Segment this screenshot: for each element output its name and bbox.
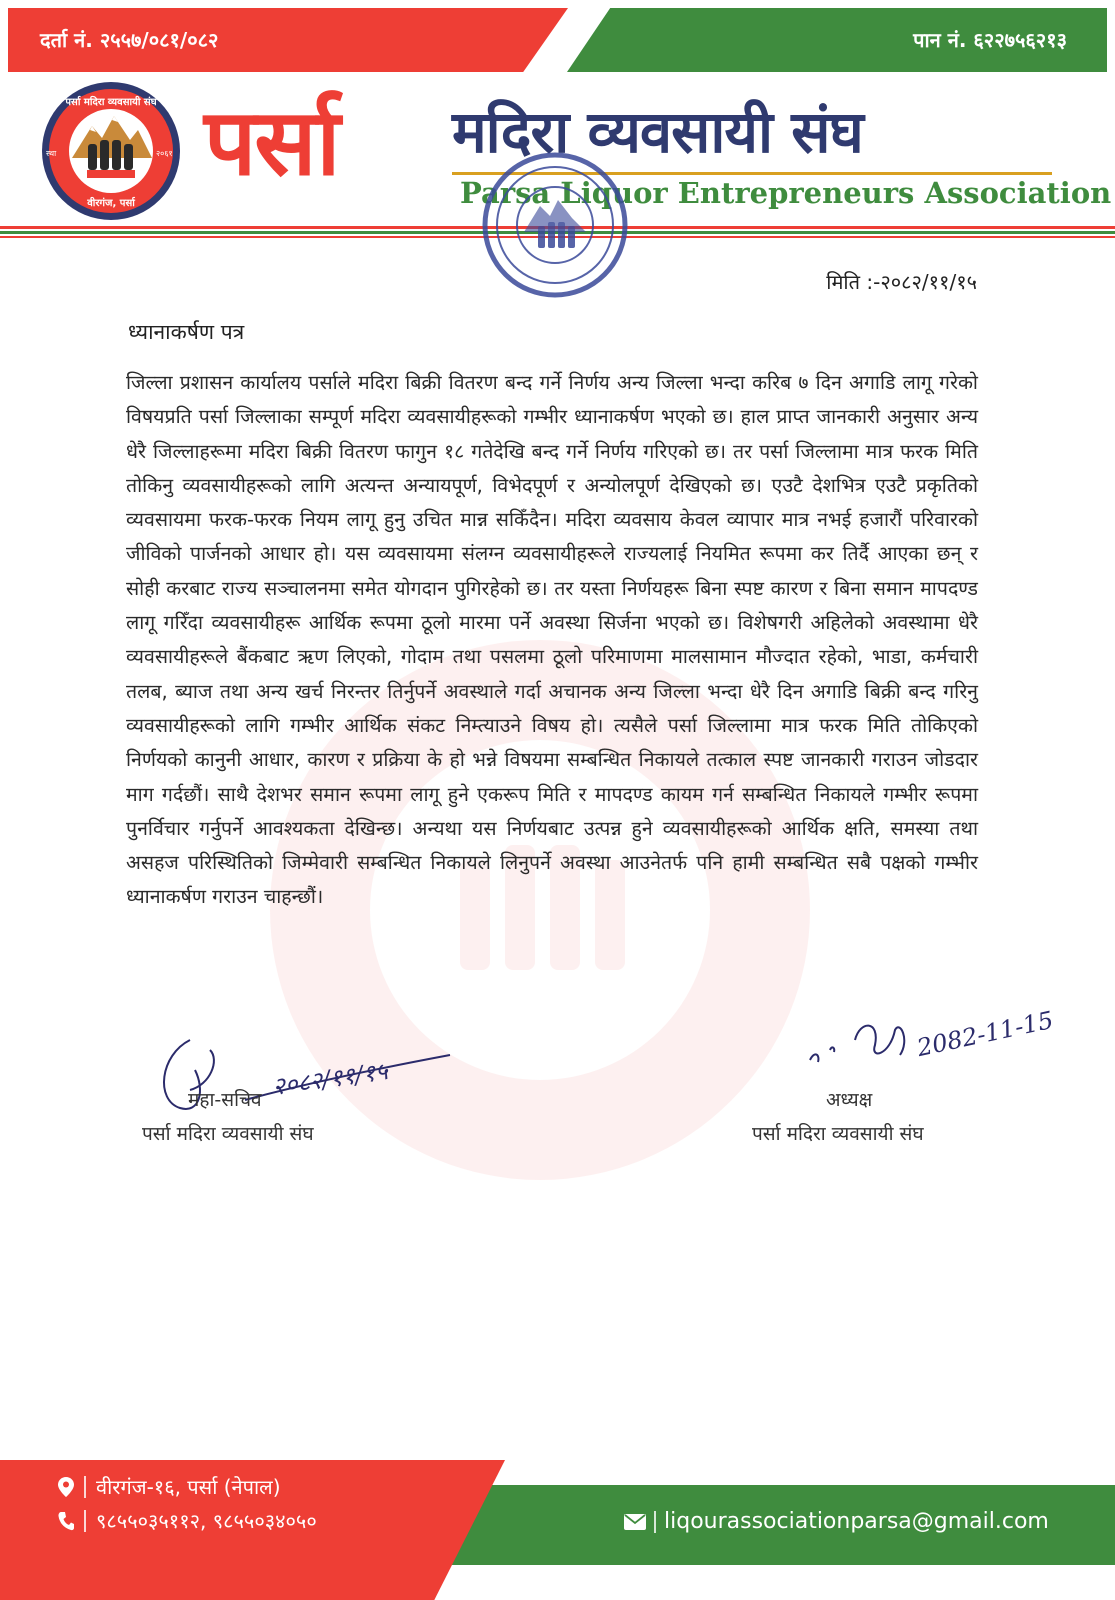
logo-text-bottom: वीरगंज, पर्सा (87, 198, 135, 209)
address-separator (84, 1476, 86, 1498)
brand-title: मदिरा व्यवसायी संघ (452, 98, 863, 166)
letter-subject: ध्यानाकर्षण पत्र (128, 320, 245, 344)
general-secretary-org: पर्सा मदिरा व्यवसायी संघ (142, 1123, 314, 1145)
letter-date: मिति :-२०८२/११/१५ (826, 270, 977, 294)
phone-icon (58, 1511, 74, 1531)
right-signature-date: 2082-11-15 (914, 1005, 1056, 1063)
pan-number: पान नं. ६२२७५६२१३ (913, 28, 1067, 52)
email-separator (654, 1511, 656, 1533)
left-signature-date: २०८२/११/१५ (270, 1057, 390, 1101)
official-stamp (480, 150, 630, 300)
president-org: पर्सा मदिरा व्यवसायी संघ (752, 1123, 924, 1145)
general-secretary-title: महा-सचिव (188, 1089, 262, 1111)
envelope-icon (624, 1514, 646, 1530)
letter-body: जिल्ला प्रशासन कार्यालय पर्साले मदिरा बिक्री वितरण बन्द गर्ने निर्णय अन्य जिल्ला भन्दा करिब ७ दिन अगाडि लागू गरेको विषयप्रति पर्सा जिल्लाका सम्पूर्ण मदिरा व्यवसायीहरूको गम्भीर ध्यानाकर्षण भएको छ। हाल प्राप्त जानकारी अनुसार अन्य धेरै जिल्लाहरूमा मदिरा बिक्री वितरण फागुन १८ गतेदेखि बन्द गर्ने निर्णय गरिएको छ। तर पर्सा जिल्लामा मात्र फरक मिति तोकिनु व्यवसायीहरूको लागि अत्यन्त अन्यायपूर्ण, विभेदपूर्ण र अन्योलपूर्ण देखिएको छ। एउटै देशभित्र एउटै प्रकृतिको व्यवसायमा फरक-फरक नियम लागू हुनु उचित मान्न सकिँदैन। मदिरा व्यवसाय केवल व्यापार मात्र नभई हजारौं परिवारको जीविको पार्जनको आधार हो। यस व्यवसायमा संलग्न व्यवसायीहरूले राज्यलाई नियमित रूपमा कर तिर्दै आएका छन् र सोही करबाट राज्य सञ्चालनमा समेत योगदान पुगिरहेको छ। तर यस्ता निर्णयहरू बिना स्पष्ट कारण र बिना समान मापदण्ड लागू गरिँदा व्यवसायीहरू आर्थिक रूपमा ठूलो मारमा पर्ने अवस्था सिर्जना भएको छ। विशेषगरी अहिलेको अवस्थामा धेरै व्यवसायीहरूले बैंकबाट ऋण लिएको, गोदाम तथा पसलमा ठूलो परिमाणमा मालसामान मौज्दात रहेको, भाडा, कर्मचारी तलब, ब्याज तथा अन्य खर्च निरन्तर तिर्नुपर्ने अवस्थाले गर्दा अचानक अन्य जिल्ला भन्दा धेरै दिन अगाडि बिक्री बन्द गरिनु व्यवसायीहरूको लागि गम्भीर आर्थिक संकट निम्त्याउने विषय हो। त्यसैले पर्सा जिल्लामा मात्र फरक मिति तोकिएको निर्णयको कानुनी आधार, कारण र प्रक्रिया के हो भन्ने विषयमा सम्बन्धित निकायले तत्काल स्पष्ट जानकारी गराउन जोडदार माग गर्दछौं। साथै देशभर समान रूपमा लागू हुने एकरूप मिति र मापदण्ड कायम गर्न सम्बन्धित निकायले गम्भीर रूपमा पुनर्विचार गर्नुपर्ने आवश्यकता देखिन्छ। अन्यथा यस निर्णयबाट उत्पन्न हुने व्यवसायीहरूको आर्थिक क्षति, समस्या तथा असहज परिस्थितिको जिम्मेवारी सम्बन्धित निकायले लिनुपर्ने अवस्था आउनेतर्फ पनि हामी सम्बन्धित सबै पक्षको गम्भीर ध्यानाकर्षण गराउन चाहन्छौं। (126, 371, 978, 909)
footer-address (58, 1473, 281, 1500)
brand-english: Parsa Liquor Entrepreneurs Association (460, 176, 1112, 210)
brand-parsa: पर्सा (204, 89, 339, 196)
header-band (0, 0, 1115, 72)
location-pin-icon (58, 1477, 74, 1497)
phone-separator (84, 1510, 86, 1532)
phone-text: ९८५५०३५११२, ९८५५०३४०५० (96, 1509, 317, 1533)
footer-phone (58, 1507, 317, 1534)
president-title: अध्यक्ष (826, 1089, 873, 1111)
footer-email (624, 1509, 1049, 1534)
logo-side-left: स्था (46, 149, 57, 158)
logo-side-right: २०६१ (156, 149, 173, 158)
registration-number: दर्ता नं. २५५७/०८१/०८२ (40, 28, 219, 52)
email-text[interactable]: liqourassociationparsa@gmail.com (664, 1509, 1049, 1534)
address-text: वीरगंज-१६, पर्सा (नेपाल) (96, 1475, 281, 1499)
logo-text-top: पर्सा मदिरा व्यवसायी संघ (65, 97, 157, 108)
